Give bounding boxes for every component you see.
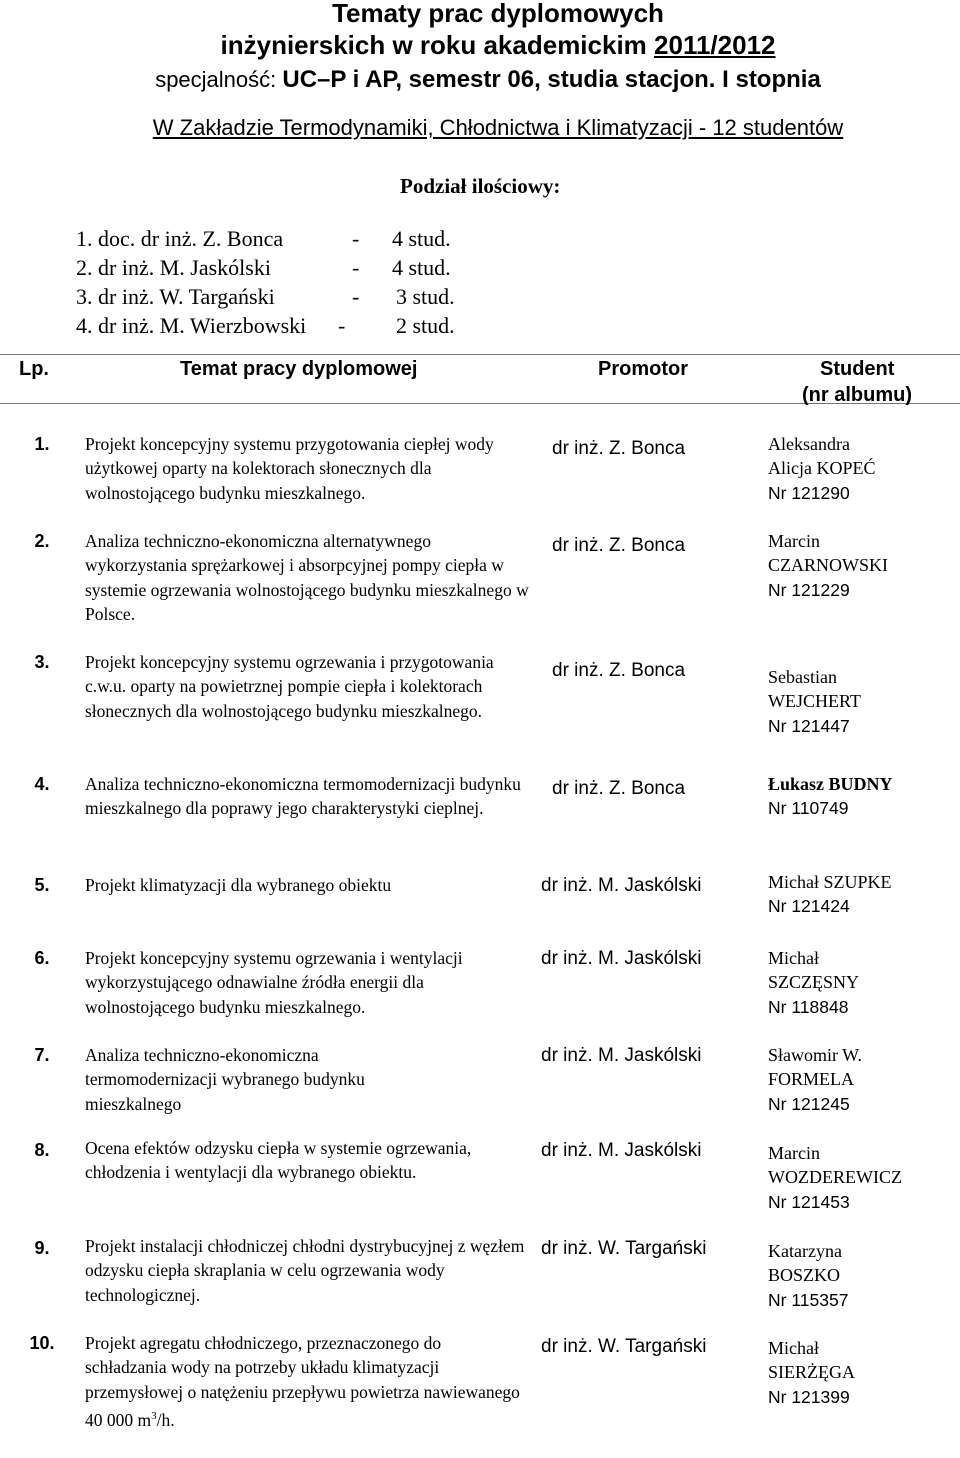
student-album-number: Nr 121424 bbox=[768, 896, 850, 917]
row-student bbox=[768, 529, 888, 602]
quota-count: 2 stud. bbox=[396, 313, 455, 338]
row-student bbox=[768, 1336, 855, 1409]
row-number: 2. bbox=[34, 531, 50, 551]
column-header-topic: Temat pracy dyplomowej bbox=[180, 358, 418, 380]
row-promotor: dr inż. Z. Bonca bbox=[552, 778, 686, 799]
quota-name: 3. dr inż. W. Targański bbox=[76, 284, 275, 309]
row-student bbox=[768, 432, 876, 505]
column-header-promotor: Promotor bbox=[598, 358, 688, 380]
academic-year: 2011/2012 bbox=[654, 30, 776, 60]
topic-superscript: 3 bbox=[151, 1409, 157, 1422]
document-title: Tematy prac dyplomowych bbox=[332, 0, 664, 28]
row-topic: Projekt koncepcyjny systemu przygotowania ciepłej wody użytkowej oparty na kolektorach słonecznych dla wolnostojącego budynku mieszkalnego. bbox=[85, 434, 494, 503]
student-album-number: Nr 121453 bbox=[768, 1191, 850, 1212]
quota-name: 4. dr inż. M. Wierzbowski bbox=[76, 313, 307, 338]
spec-prefix: specjalność: bbox=[155, 67, 283, 92]
document-subtitle bbox=[0, 30, 960, 61]
row-student bbox=[768, 946, 859, 1019]
quota-heading: Podział ilościowy: bbox=[400, 174, 561, 198]
row-student bbox=[768, 1239, 848, 1312]
row-number: 5. bbox=[34, 875, 50, 895]
row-number: 3. bbox=[34, 652, 50, 672]
row-student bbox=[768, 665, 861, 738]
row-promotor: dr inż. W. Targański bbox=[541, 1336, 707, 1357]
student-first-name: Sławomir W. bbox=[768, 1045, 863, 1065]
quota-name: 1. doc. dr inż. Z. Bonca bbox=[76, 226, 284, 251]
row-promotor: dr inż. M. Jaskólski bbox=[541, 1045, 702, 1066]
row-student bbox=[768, 1043, 862, 1116]
student-album-number: Nr 121229 bbox=[768, 579, 850, 600]
student-last-name: SZCZĘSNY bbox=[768, 972, 860, 993]
row-topic: Ocena efektów odzysku ciepła w systemie ogrzewania, chłodzenia i wentylacji dla wybranego obiektu. bbox=[85, 1138, 472, 1183]
student-first-name: Marcin bbox=[768, 1143, 820, 1163]
quota-dash: - bbox=[352, 284, 360, 309]
row-topic: Projekt instalacji chłodniczej chłodni dystrybucyjnej z węzłem odzysku ciepła skraplania w celu ogrzewania wody technologicznej. bbox=[85, 1236, 525, 1305]
row-student bbox=[768, 870, 892, 919]
quota-dash: - bbox=[352, 226, 360, 251]
row-topic: Projekt koncepcyjny systemu ogrzewania i przygotowania c.w.u. oparty na powietrznej pompie ciepła i kolektorach słonecznych dla wolnostojącego budynku mieszkalnego. bbox=[85, 652, 494, 721]
quota-dash: - bbox=[352, 255, 360, 280]
specialization-line bbox=[0, 66, 960, 94]
quota-name: 2. dr inż. M. Jaskólski bbox=[76, 255, 271, 280]
student-album-number: Nr 118848 bbox=[768, 996, 849, 1017]
student-last-name: WOZDEREWICZ bbox=[768, 1167, 902, 1188]
row-topic: Analiza techniczno-ekonomiczna alternatywnego wykorzystania sprężarkowej i absorpcyjnej pompy ciepła w systemie ogrzewania wolnostojącego budynku mieszkalnego w Polsce. bbox=[85, 531, 529, 624]
department-line: W Zakładzie Termodynamiki, Chłodnictwa i Klimatyzacji - 12 studentów bbox=[152, 115, 844, 140]
row-topic: Projekt koncepcyjny systemu ogrzewania i wentylacji wykorzystującego odnawialne źródła energii dla wolnostojącego budynku mieszkalnego. bbox=[85, 948, 463, 1017]
quota-count: 3 stud. bbox=[396, 284, 455, 309]
student-album-number: Nr 121447 bbox=[768, 715, 850, 736]
quota-count: 4 stud. bbox=[392, 226, 451, 251]
row-promotor: dr inż. W. Targański bbox=[541, 1238, 707, 1259]
row-number: 1. bbox=[34, 434, 50, 454]
row-promotor: dr inż. Z. Bonca bbox=[552, 438, 686, 459]
row-promotor: dr inż. Z. Bonca bbox=[552, 535, 686, 556]
student-full-name: Łukasz BUDNY bbox=[768, 774, 893, 794]
topic-text-end: /h. bbox=[156, 1409, 175, 1430]
row-promotor: dr inż. M. Jaskólski bbox=[541, 948, 702, 969]
column-header-album: (nr albumu) bbox=[802, 384, 912, 406]
row-promotor: dr inż. M. Jaskólski bbox=[541, 875, 702, 896]
row-topic bbox=[85, 1331, 525, 1432]
row-topic: Analiza techniczno-ekonomiczna termomodernizacji budynku mieszkalnego dla poprawy jego charakterystyki cieplnej. bbox=[85, 774, 521, 819]
student-first-name: Michał bbox=[768, 948, 819, 968]
column-header-lp: Lp. bbox=[19, 358, 49, 380]
row-number: 9. bbox=[34, 1238, 50, 1258]
student-last-name: WEJCHERT bbox=[768, 691, 861, 712]
row-number: 6. bbox=[34, 948, 50, 968]
row-promotor: dr inż. Z. Bonca bbox=[552, 660, 686, 681]
row-number: 8. bbox=[34, 1140, 50, 1160]
row-promotor: dr inż. M. Jaskólski bbox=[541, 1140, 702, 1161]
row-student bbox=[768, 1141, 902, 1214]
row-number: 4. bbox=[34, 774, 50, 794]
student-full-name: Michał SZUPKE bbox=[768, 872, 892, 892]
student-first-name: Michał bbox=[768, 1338, 819, 1358]
student-last-name: FORMELA bbox=[768, 1069, 855, 1090]
row-topic: Analiza techniczno-ekonomiczna termomodernizacji wybranego budynku mieszkalnego bbox=[85, 1045, 365, 1114]
student-first-name: Sebastian bbox=[768, 667, 837, 687]
student-last-name: Alicja KOPEĆ bbox=[768, 458, 876, 479]
quota-count: 4 stud. bbox=[392, 255, 451, 280]
spec-suffix: , semestr 06, studia stacjon. I stopnia bbox=[395, 66, 821, 93]
student-album-number: Nr 121245 bbox=[768, 1093, 850, 1114]
column-header-student: Student bbox=[820, 358, 895, 380]
student-first-name: Aleksandra bbox=[768, 434, 850, 454]
topic-text: Projekt agregatu chłodniczego, przeznaczonego do schładzania wody na potrzeby układu klimatyzacji przemysłowej o natężeniu przepływu powietrza nawiewanego 40 000 m bbox=[85, 1333, 520, 1430]
row-number: 7. bbox=[34, 1045, 50, 1065]
student-album-number: Nr 121399 bbox=[768, 1386, 850, 1407]
row-student bbox=[768, 772, 893, 821]
spec-name: UC–P i AP bbox=[282, 66, 396, 93]
student-album-number: Nr 121290 bbox=[768, 482, 850, 503]
subtitle-prefix: inżynierskich w roku akademickim bbox=[220, 30, 655, 60]
student-last-name: SIERŻĘGA bbox=[768, 1362, 855, 1383]
row-number: 10. bbox=[29, 1333, 55, 1353]
student-last-name: CZARNOWSKI bbox=[768, 555, 888, 576]
student-first-name: Katarzyna bbox=[768, 1241, 842, 1261]
quota-dash: - bbox=[338, 313, 346, 338]
student-album-number: Nr 110749 bbox=[768, 798, 849, 819]
row-topic: Projekt klimatyzacji dla wybranego obiektu bbox=[85, 875, 392, 895]
student-first-name: Marcin bbox=[768, 531, 820, 551]
student-album-number: Nr 115357 bbox=[768, 1289, 849, 1310]
student-last-name: BOSZKO bbox=[768, 1265, 841, 1286]
